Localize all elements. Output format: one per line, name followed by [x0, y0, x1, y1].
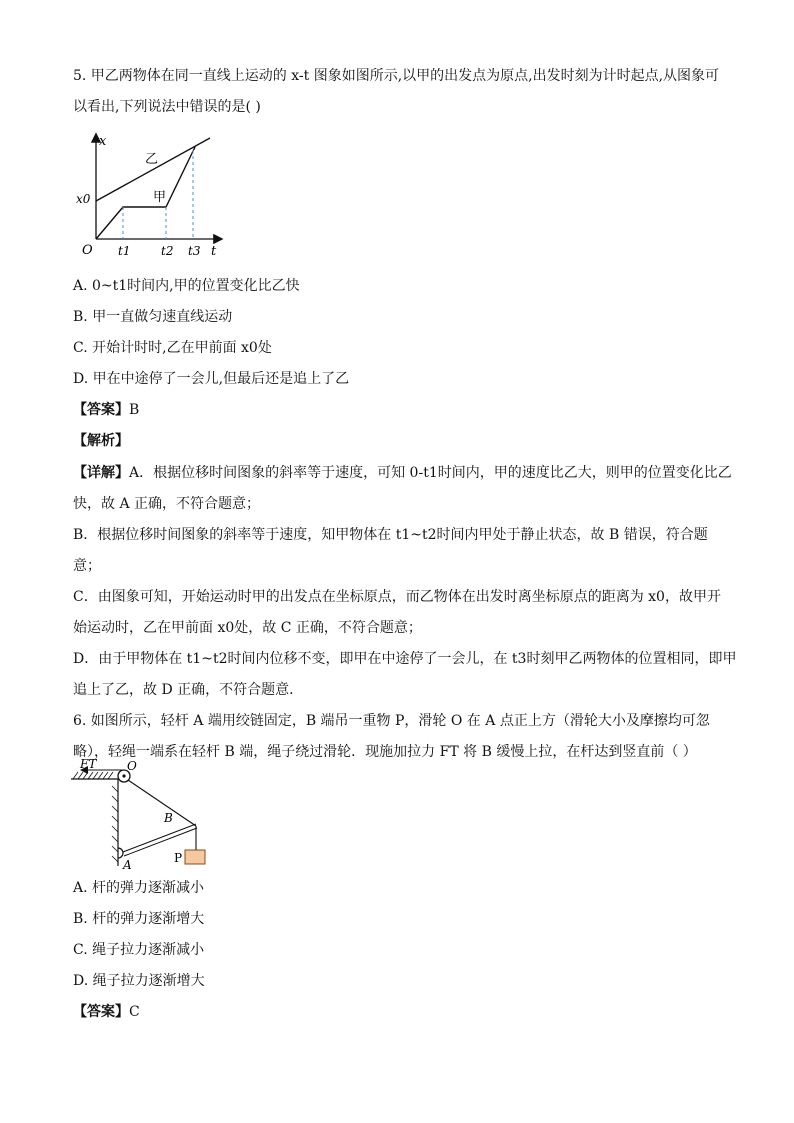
q6-option-c: C. 绳子拉力逐渐减小: [73, 942, 205, 958]
q5-option-d: D. 甲在中途停了一会儿,但最后还是追上了乙: [73, 371, 350, 387]
origin-label: O: [82, 243, 93, 258]
q5-option-b: B. 甲一直做匀速直线运动: [73, 309, 233, 325]
q5-detail-a-line1: [73, 463, 732, 483]
yi-label: 乙: [145, 152, 159, 167]
q5-detail-b-line2: 意；: [73, 558, 101, 574]
t-axis-label: t: [211, 244, 217, 259]
detail-a-text-1: A．根据位移时间图象的斜率等于速度，可知 0-t1时间内，甲的速度比乙大，则甲的位置变化比乙: [129, 465, 732, 481]
answer-tag: 【答案】: [73, 402, 129, 418]
q6-pulley-figure: [68, 757, 213, 872]
hinge-a: [118, 848, 123, 858]
q5-detail-b-line1: B．根据位移时间图象的斜率等于速度，知甲物体在 t1~t2时间内甲处于静止状态，故 B 错误，符合题: [73, 527, 708, 543]
q5-option-a: A. 0~t1时间内,甲的位置变化比乙快: [73, 278, 300, 294]
jia-label: 甲: [153, 190, 167, 205]
b-label: B: [164, 811, 173, 825]
q6-option-a: A. 杆的弹力逐渐减小: [73, 880, 205, 896]
q5-option-c: C. 开始计时时,乙在甲前面 x0处: [73, 340, 272, 356]
rod-edge-1: [123, 824, 196, 852]
q6-option-b: B. 杆的弹力逐渐增大: [73, 911, 205, 927]
q5-stem-line1: 5. 甲乙两物体在同一直线上运动的 x-t 图象如图所示,以甲的出发点为原点,出发时刻为计时起点,从图象可: [73, 68, 720, 84]
q5-answer-line: [73, 400, 139, 420]
wall-hatch: [112, 786, 118, 862]
q5-stem-line2: 以看出,下列说法中错误的是( ): [73, 99, 261, 115]
q5-answer: B: [129, 402, 140, 418]
q5-detail-d-line2: 追上了乙，故 D 正确，不符合题意．: [73, 682, 304, 698]
rope-ob: [128, 780, 196, 826]
x0-label: x0: [76, 192, 91, 206]
q5-detail-c-line2: 始运动时，乙在甲前面 x0处，故 C 正确，不符合题意；: [73, 620, 422, 636]
weight-p: [185, 850, 205, 864]
a-label: A: [123, 858, 132, 872]
q6-stem-line2: 略），轻绳一端系在轻杆 B 端，绳子绕过滑轮．现施加拉力 FT 将 B 缓慢上拉，在杆达到竖直前（ ）: [73, 744, 697, 760]
t2-label: t2: [161, 244, 174, 258]
pulley-label: O: [127, 759, 137, 773]
x-axis-label: x: [99, 134, 107, 149]
force-label: FT: [80, 757, 97, 771]
q5-xt-graph: [73, 125, 233, 265]
q6-stem-line1: 6. 如图所示，轻杆 A 端用绞链固定，B 端吊一重物 P，滑轮 O 在 A 点正上方（滑轮大小及摩擦均可忽: [73, 713, 710, 729]
q5-analysis-tag: [73, 431, 129, 451]
analysis-tag: 【解析】: [73, 433, 129, 449]
q6-answer-line: [73, 1002, 140, 1022]
q6-answer: C: [129, 1004, 140, 1020]
pulley-center: [122, 774, 125, 777]
q5-detail-d-line1: D．由于甲物体在 t1~t2时间内位移不变，即甲在中途停了一会儿，在 t3时刻甲乙两物体的位置相同，即甲: [73, 651, 737, 667]
detail-tag: 【详解】: [73, 465, 129, 481]
q6-option-d: D. 绳子拉力逐渐增大: [73, 973, 205, 989]
q5-detail-c-line1: C．由图象可知，开始运动时甲的出发点在坐标原点，而乙物体在出发时离坐标原点的距离为 x0，故甲开: [73, 589, 721, 605]
t1-label: t1: [118, 244, 131, 258]
q5-detail-a-line2: 快，故 A 正确，不符合题意；: [73, 496, 261, 512]
p-label: P: [174, 851, 183, 865]
answer-tag: 【答案】: [73, 1004, 129, 1020]
t3-label: t3: [188, 244, 201, 258]
